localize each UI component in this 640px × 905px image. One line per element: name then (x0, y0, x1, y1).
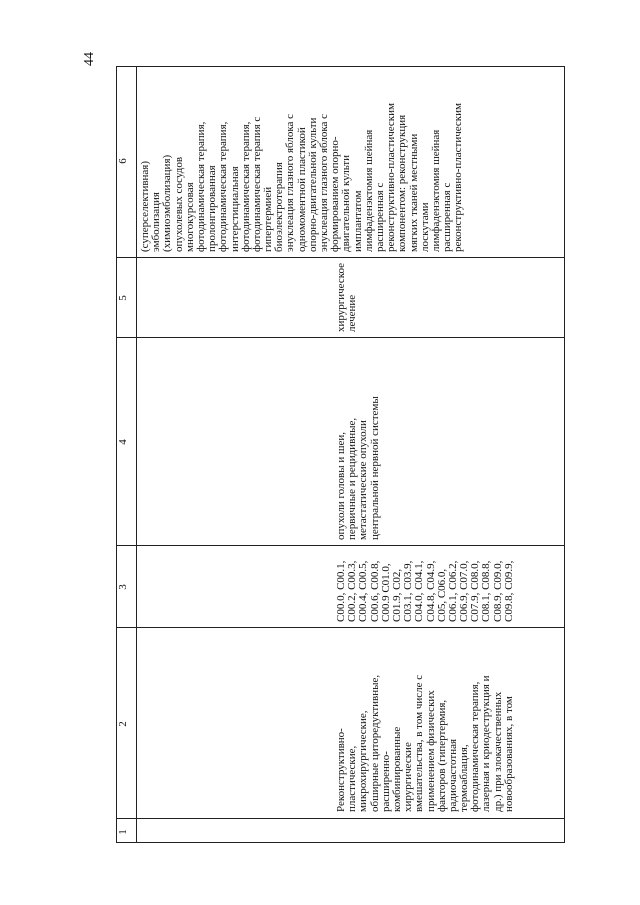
header-row-divider (136, 66, 137, 843)
col-divider-1-2 (116, 818, 564, 819)
table-right-border (564, 66, 565, 843)
col-divider-3-4 (116, 545, 564, 546)
col-divider-2-3 (116, 627, 564, 628)
col-number-3: 3 (116, 584, 129, 590)
col-number-6: 6 (116, 158, 129, 164)
col-number-2: 2 (116, 721, 129, 727)
table-bottom-border (116, 842, 564, 843)
col6-treatment-methods: (суперселективная) эмболизация (химиоэмболизация) опухолевых сосудов многокурсовая фотодинамическая терапия, пролонгированная фотодинамическая терапия, интерстициальная фотодинамическая терапия, фотодинамическая терапия с гипертермией биоэлектротерапия энуклеация глазного яблока с одномоментной пластикой опорно-двигательной культи энуклеация глазного яблока с формированием опорно- двигательной культи имплантатом лимфаденэктомия шейная расширенная с реконструктивно-пластическим компонентом: реконструкция мягких тканей местными лоскутами лимфаденэктомия шейная расширенная с реконструктивно-пластическим (139, 103, 465, 252)
col2-procedure-description: Реконструктивно- пластические, микрохирургические, обширные циторедуктивные, расширенно- комбинированные хирургические вмешательства, в том числе с применением физических факторов (гипертермия, радиочастотная термоаблация, фотодинамическая терапия, лазерная и криодеструкция и др.) при злокачественных новообразованиях, в том (335, 674, 515, 812)
col4-diagnosis: опухоли головы и шеи, первичные и рецидивные, метастатические опухоли центральной нервной системы (335, 396, 381, 540)
col-divider-5-6 (116, 257, 564, 258)
col-number-5: 5 (116, 295, 129, 301)
col-number-1: 1 (116, 829, 129, 835)
page-number: 44 (82, 52, 97, 66)
table-top-border (116, 66, 564, 67)
col5-treatment-type: хирургическое лечение (335, 262, 359, 332)
col-number-4: 4 (116, 439, 129, 445)
col3-icd-codes: C00.0, C00.1, C00.2, C00.3, C00.4, C00.5, C00.6, C00.8, C00.9 C01.0, C01.9, C02, C03.1, C03.9, C04.0, C04.1, C04.8, C04.9, C05, C06.0, C06.1, C06.2, C06.9, C07.0, C07.9, C08.0, C08.1, C08.8, C08.9, C09.0, C09.8, C09.9, (335, 560, 515, 622)
col-divider-4-5 (116, 337, 564, 338)
